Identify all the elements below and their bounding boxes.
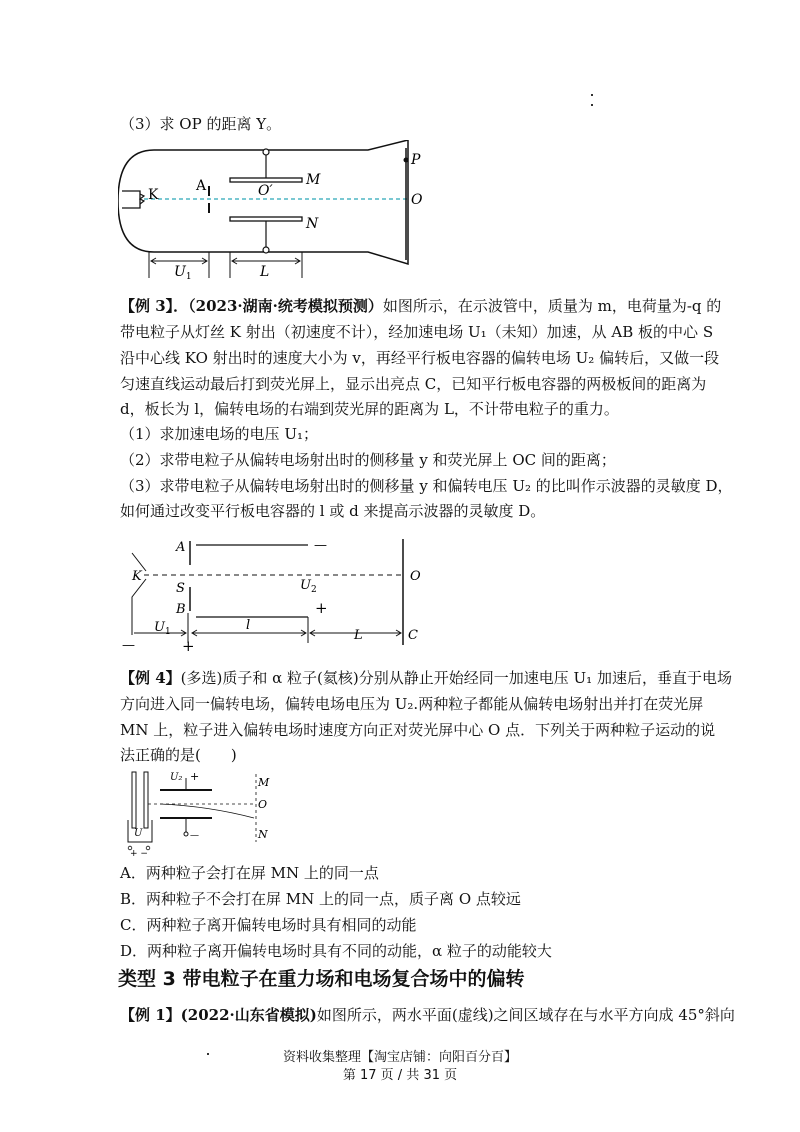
footer-source: 资料收集整理【淘宝店铺：向阳百分百】 [282, 1050, 517, 1065]
option-c: C．两种粒子离开偏转电场时具有相同的动能 [120, 916, 417, 934]
label-K: K [132, 569, 142, 584]
example-3-line-1 [120, 296, 722, 316]
label-plus-minus: + − [130, 849, 148, 856]
label-U2: U₂ [170, 772, 183, 783]
label-A: A [176, 540, 186, 555]
footer-page-number: 第 17 页 / 共 31 页 [342, 1068, 458, 1083]
example-4-text: (多选)质子和 α 粒子(氦核)分别从静止开始经同一加速电压 U₁ 加速后，垂直于电场 [180, 669, 732, 687]
label-N: N [306, 216, 319, 232]
label-l: l [246, 618, 251, 633]
label-plus-bottom: + [315, 599, 328, 617]
label-O-prime: O′ [258, 183, 273, 199]
label-minus: — [190, 831, 199, 841]
example-1-text: 如图所示，两水平面(虚线)之间区域存在与水平方向成 45°斜向 [316, 1006, 735, 1024]
label-N: N [258, 828, 268, 841]
example-3-line-4: 匀速直线运动最后打到荧光屏上，显示出亮点 C，已知平行板电容器的两极板间的距离为 [120, 375, 707, 393]
example-1-source: (2022·山东省模拟) [180, 1006, 317, 1024]
example-3-text: 如图所示，在示波管中，质量为 m，电荷量为-q 的 [382, 297, 722, 315]
section-heading: 类型 3 带电粒子在重力场和电场复合场中的偏转 [118, 968, 525, 990]
example-4-line-1 [120, 668, 732, 688]
example-3-tag: 【例 3】 [120, 297, 174, 315]
example-3-line-2: 带电粒子从灯丝 K 射出（初速度不计），经加速电场 U₁（未知）加速，从 AB 板的中心 S [120, 323, 714, 341]
label-C: C [408, 628, 418, 643]
label-P: P [411, 152, 421, 168]
example-3-line-3: 沿中心线 KO 射出时的速度大小为 v，再经平行板电容器的偏转电场 U₂ 偏转后，又做一段 [120, 349, 720, 367]
example-4-tag: 【例 4】 [120, 669, 181, 687]
example-3-sub-3-cont: 如何通过改变平行板电容器的 l 或 d 来提高示波器的灵敏度 D。 [120, 502, 546, 520]
label-plus: + [190, 770, 200, 783]
label-L: L [260, 264, 270, 280]
example-3-sub-3: （3）求带电粒子从偏转电场射出时的侧移量 y 和偏转电压 U₂ 的比叫作示波器的灵敏度 D， [120, 477, 733, 495]
example-1-line-1 [120, 1005, 735, 1025]
example-3-sub-1: （1）求加速电场的电压 U₁； [120, 425, 318, 443]
example-3-line-5: d，板长为 l，偏转电场的右端到荧光屏的距离为 L，不计带电粒子的重力。 [120, 400, 619, 418]
figure-deflection-plates [118, 535, 438, 655]
label-M: M [258, 776, 270, 789]
label-M: M [306, 172, 321, 188]
example-1-tag: 【例 1】 [120, 1006, 181, 1024]
option-b: B．两种粒子不会打在屏 MN 上的同一点，质子离 O 点较远 [120, 890, 521, 908]
option-d: D．两种粒子离开偏转电场时具有不同的动能，α 粒子的动能较大 [120, 942, 552, 960]
label-minus-left: — [122, 638, 135, 653]
scan-dot [591, 104, 593, 106]
example-4-line-4: 法正确的是( ) [120, 746, 237, 764]
label-S: S [176, 581, 185, 596]
label-O: O [411, 192, 423, 208]
label-K: K [148, 187, 159, 203]
figure-oscilloscope-tube [118, 140, 438, 280]
label-U: U [134, 828, 143, 839]
scan-dot [591, 94, 593, 96]
example-4-line-3: MN 上，粒子进入偏转电场时速度方向正对荧光屏中心 O 点．下列关于两种粒子运动的说 [120, 721, 716, 739]
label-minus-top: — [314, 538, 327, 553]
label-A: A [196, 178, 207, 194]
label-B: B [176, 602, 186, 617]
label-U1: $U_1$ [174, 264, 192, 280]
example-3-sub-2: （2）求带电粒子从偏转电场射出时的侧移量 y 和荧光屏上 OC 间的距离； [120, 451, 616, 469]
label-L: L [354, 628, 363, 643]
example-3-source: ．（2023·湖南·统考模拟预测） [173, 297, 383, 315]
figure-proton-alpha [118, 768, 278, 856]
label-plus-left: + [182, 637, 195, 655]
question-3-line: （3）求 OP 的距离 Y。 [120, 115, 282, 133]
example-4-line-2: 方向进入同一偏转电场，偏转电场电压为 U₂.两种粒子都能从偏转电场射出并打在荧光屏 [120, 695, 704, 713]
label-O: O [410, 569, 421, 584]
label-O: O [258, 798, 268, 811]
option-a: A．两种粒子会打在屏 MN 上的同一点 [120, 864, 379, 882]
label-U2: $U_2$ [300, 578, 317, 595]
label-U1: $U_1$ [154, 620, 171, 637]
